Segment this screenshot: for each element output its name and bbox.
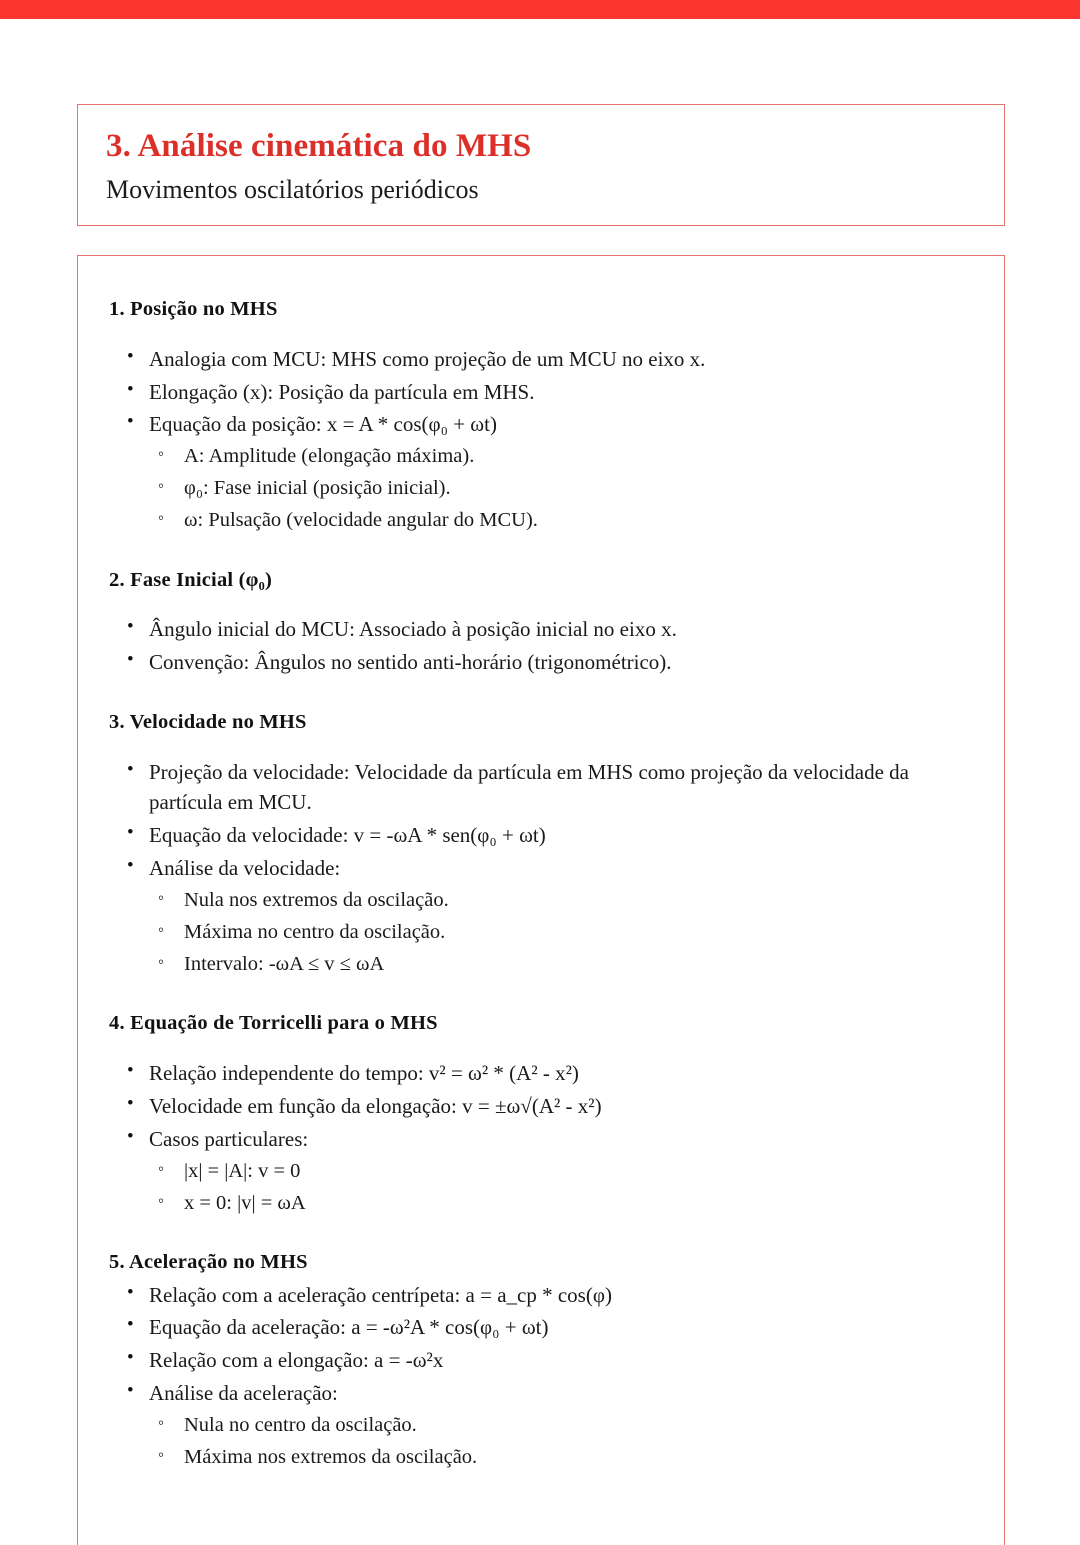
bullet-list	[109, 1280, 970, 1473]
sub-list	[149, 441, 970, 535]
list-item-text: Relação com a elongação: a = -ω²x	[149, 1348, 444, 1373]
content-card	[77, 255, 1005, 1545]
list-item-text: Análise da aceleração:	[149, 1381, 338, 1406]
section	[109, 567, 970, 678]
section	[109, 1249, 970, 1472]
list-item	[109, 614, 970, 645]
section	[109, 709, 970, 979]
sub-list-item: ◦ Nula nos extremos da oscilação.	[149, 885, 970, 915]
list-item-text: Equação da velocidade: v = -ωA * sen(φ₀ + ωt)	[149, 823, 546, 848]
sub-list	[149, 885, 970, 979]
sub-list-item: ◦ Máxima no centro da oscilação.	[149, 917, 970, 947]
list-item	[109, 377, 970, 408]
sub-list-item: ◦ Nula no centro da oscilação.	[149, 1410, 970, 1440]
list-item	[109, 1312, 970, 1343]
list-item-text: Equação da posição: x = A * cos(φ₀ + ωt)	[149, 412, 497, 437]
sub-list-item: ◦ x = 0: |v| = ωA	[149, 1188, 970, 1218]
section	[109, 1010, 970, 1217]
list-item	[109, 853, 970, 979]
list-item	[109, 344, 970, 375]
list-item	[109, 757, 970, 819]
list-item-text: Ângulo inicial do MCU: Associado à posição inicial no eixo x.	[149, 617, 677, 642]
bullet-list	[109, 614, 970, 678]
page-subtitle: Movimentos oscilatórios periódicos	[106, 174, 479, 204]
list-item	[109, 1378, 970, 1472]
page-title: 3. Análise cinemática do MHS	[106, 128, 532, 164]
list-item	[109, 1124, 970, 1218]
sections-container	[109, 296, 970, 1472]
sub-list-item: ◦ A: Amplitude (elongação máxima).	[149, 441, 970, 471]
list-item-text: Convenção: Ângulos no sentido anti-horário (trigonométrico).	[149, 650, 672, 675]
list-item-text: Análise da velocidade:	[149, 856, 341, 881]
sub-list-item: ◦ φ₀: Fase inicial (posição inicial).	[149, 473, 970, 503]
sub-list	[149, 1410, 970, 1472]
section-heading: 2. Fase Inicial (φ₀)	[109, 568, 273, 591]
list-item-text: Relação com a aceleração centrípeta: a = a_cp * cos(φ)	[149, 1282, 612, 1307]
sub-list-item: ◦ Máxima nos extremos da oscilação.	[149, 1442, 970, 1472]
list-item-text: Analogia com MCU: MHS como projeção de um MCU no eixo x.	[149, 346, 706, 371]
list-item	[109, 820, 970, 851]
list-item	[109, 647, 970, 678]
section-heading: 1. Posição no MHS	[109, 298, 278, 320]
section	[109, 296, 970, 536]
top-accent-bar	[0, 0, 1080, 19]
list-item-text: Velocidade em função da elongação: v = ±ω√(A² - x²)	[149, 1093, 602, 1118]
section-heading: 5. Aceleração no MHS	[109, 1250, 308, 1273]
sub-list-item: ◦ |x| = |A|: v = 0	[149, 1156, 970, 1186]
sub-list-item: ◦ Intervalo: -ωA ≤ v ≤ ωA	[149, 949, 970, 979]
bullet-list	[109, 1058, 970, 1218]
sub-list-item: ◦ ω: Pulsação (velocidade angular do MCU).	[149, 505, 970, 535]
list-item	[109, 1091, 970, 1122]
section-heading: 4. Equação de Torricelli para o MHS	[109, 1012, 438, 1035]
title-card	[77, 104, 1005, 226]
section-heading: 3. Velocidade no MHS	[109, 710, 307, 733]
list-item-text: Relação independente do tempo: v² = ω² * (A² - x²)	[149, 1061, 579, 1086]
list-item	[109, 1058, 970, 1089]
list-item	[109, 409, 970, 535]
list-item-text: Casos particulares:	[149, 1126, 309, 1151]
list-item-text: Projeção da velocidade: Velocidade da partícula em MHS como projeção da velocidade da partícula em MCU.	[149, 759, 909, 815]
bullet-list	[109, 344, 970, 536]
bullet-list	[109, 757, 970, 980]
list-item-text: Elongação (x): Posição da partícula em MHS.	[149, 379, 535, 404]
list-item	[109, 1345, 970, 1376]
list-item-text: Equação da aceleração: a = -ω²A * cos(φ₀ + ωt)	[149, 1315, 549, 1340]
list-item	[109, 1280, 970, 1311]
sub-list	[149, 1156, 970, 1218]
